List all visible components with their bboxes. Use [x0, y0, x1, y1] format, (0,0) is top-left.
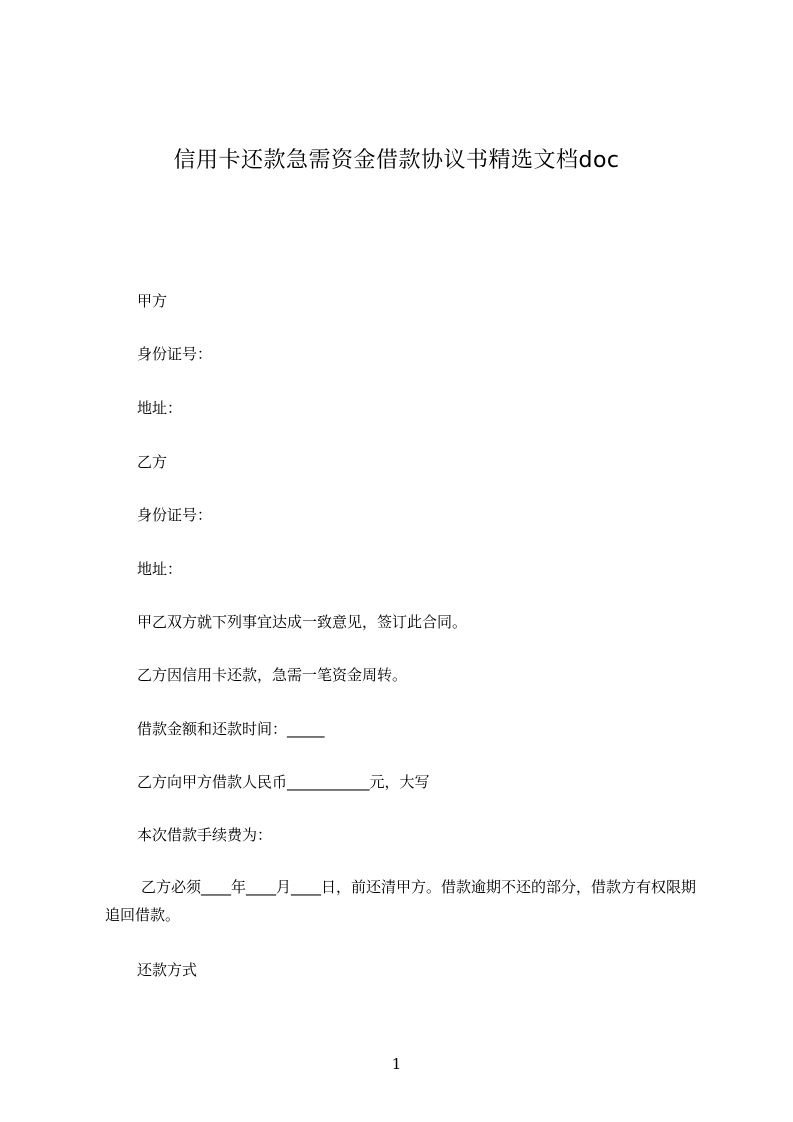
party-a-address-label: 地址： [137, 399, 183, 417]
handling-fee: 本次借款手续费为： [137, 826, 273, 844]
document-title: 信用卡还款急需资金借款协议书精选文档doc [173, 148, 620, 173]
party-a-id-label: 身份证号： [137, 345, 213, 363]
party-b-label: 乙方 [137, 453, 168, 471]
page-number: 1 [391, 1055, 402, 1073]
loan-amount-and-time: 借款金额和还款时间：_____ [137, 720, 325, 738]
repayment-clause: 乙方必须____年____月____日，前还清甲方。借款逾期不还的部分，借款方有权限期追回借款。 [105, 878, 697, 924]
loan-amount-rmb: 乙方向甲方借款人民币___________元，大写 [137, 773, 430, 791]
loan-reason: 乙方因信用卡还款，急需一笔资金周转。 [137, 666, 408, 684]
party-a-label: 甲方 [137, 292, 168, 310]
repayment-method-heading: 还款方式 [137, 961, 198, 979]
agreement-statement: 甲乙双方就下列事宜达成一致意见，签订此合同。 [137, 613, 468, 631]
party-b-address-label: 地址： [137, 560, 183, 578]
party-b-id-label: 身份证号： [137, 506, 213, 524]
